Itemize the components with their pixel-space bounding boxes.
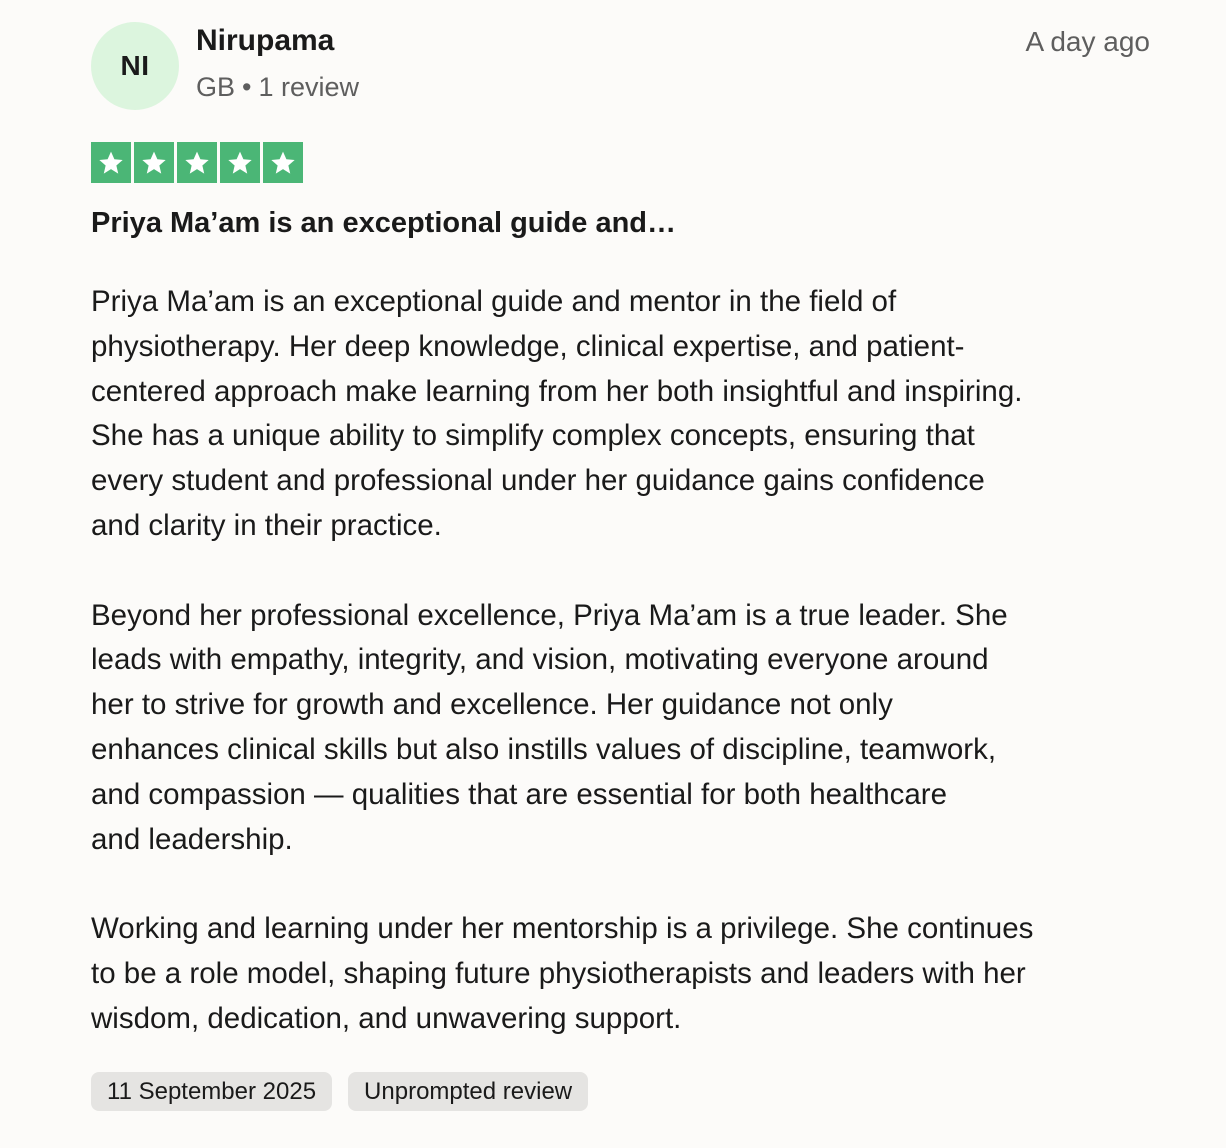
reviewer-review-count: 1 review bbox=[258, 72, 360, 102]
star-icon bbox=[177, 142, 217, 183]
review-title[interactable]: Priya Ma’am is an exceptional guide and… bbox=[91, 207, 677, 239]
star-icon bbox=[91, 142, 131, 183]
review-relative-date: A day ago bbox=[1025, 26, 1150, 57]
star-icon bbox=[220, 142, 260, 183]
reviewer-name[interactable]: Nirupama bbox=[196, 24, 335, 57]
star-icon bbox=[134, 142, 174, 183]
review-paragraph: Priya Ma’am is an exceptional guide and mentor in the field of physiotherapy. Her deep knowledge, clinical expertise, and patient- centered approach make learning from her both insightful and inspiring. She has a unique ability to simplify complex concepts, ensuring that every student and professional under her guidance gains confidence and clarity in their practice. bbox=[91, 285, 1023, 542]
review-body bbox=[91, 280, 1166, 1042]
review-paragraph: Working and learning under her mentorship is a privilege. She continues to be a role model, shaping future physiotherapists and leaders with her wisdom, dedication, and unwavering support. bbox=[91, 912, 1034, 1035]
reviewer-meta bbox=[196, 72, 359, 103]
avatar[interactable]: NI bbox=[91, 22, 179, 110]
star-rating bbox=[91, 142, 303, 183]
unprompted-review-badge[interactable]: Unprompted review bbox=[348, 1072, 588, 1111]
meta-separator: • bbox=[242, 72, 252, 102]
experience-date-badge: 11 September 2025 bbox=[91, 1072, 332, 1111]
reviewer-country: GB bbox=[196, 72, 236, 102]
star-icon bbox=[263, 142, 303, 183]
review-tags bbox=[91, 1072, 588, 1111]
review-paragraph: Beyond her professional excellence, Priya Ma’am is a true leader. She leads with empathy, integrity, and vision, motivating everyone around her to strive for growth and excellence. Her guidance not only enhances clinical skills but also instills values of discipline, teamwork, and compassion — qualities that are essential for both healthcare and leadership. bbox=[91, 598, 1008, 856]
